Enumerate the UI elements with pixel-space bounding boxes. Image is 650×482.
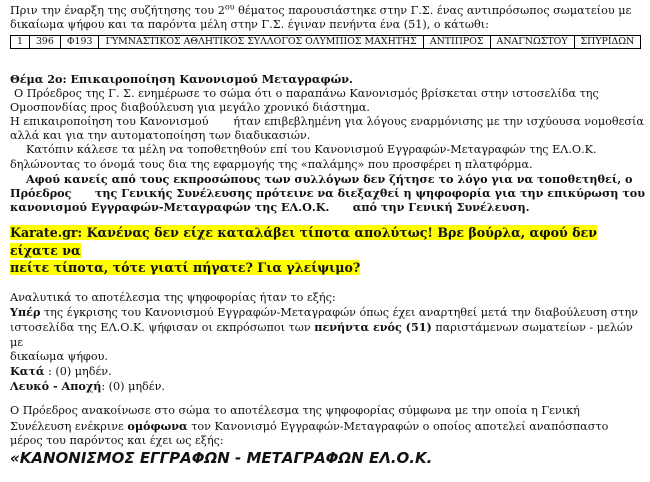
- table-cell-index: 1: [11, 36, 30, 49]
- topic-paragraph-1-line-1: O Πρόεδρος της Γ. Σ. ενημέρωσε το σώμα ότι ο παραπάνω Κανονισμός βρίσκεται στην ιστοσελίδα της: [14, 86, 599, 100]
- conclusion-text: Συνέλευση ενέκρινε: [10, 419, 128, 433]
- topic-paragraph-4-line-1: Αφού κανείς από τους εκπροσώπους των συλλόγων δεν ζήτησε το λόγο για να τοποθετηθεί, ο: [26, 171, 633, 186]
- intro-line-2: δικαίωμα ψήφου και τα παρόντα μέλη στην Γ.Σ. έγιναν πενήντα ένα (51), ο κάτωθι:: [10, 18, 489, 32]
- comment-line-1: Karate.gr: Κανένας δεν είχε καταλάβει τίποτα απολύτως! Βρε βούρλα, αφού δεν είχατε να: [10, 225, 597, 258]
- results-intro: Αναλυτικά το αποτέλεσμα της ψηφοφορίας ήταν το εξής:: [10, 290, 336, 304]
- results-for-text-3: παριστάμενων σωματείων - μελών με: [10, 321, 633, 349]
- document-page: [10, 2, 645, 467]
- results-for-count: πενήντα ενός (51): [314, 320, 432, 335]
- table-row: [11, 36, 641, 49]
- topic-paragraph-1-line-2: Ομοσπονδίας προς διαβούλευση για μεγάλο χρονικό διάστημα.: [10, 100, 370, 114]
- conclusion-text-2: τον Κανονισμό Εγγραφών-Μεταγραφών ο οποίος αποτελεί αναπόσπαστο: [187, 419, 609, 433]
- conclusion-line-1: Ο Πρόεδρος ανακοίνωσε στο σώμα το αποτέλεσμα της ψηφοφορίας σύμφωνα με την οποία η Γενική: [10, 404, 580, 418]
- ordinal-superscript: ου: [224, 2, 235, 12]
- member-record-table: [10, 35, 641, 49]
- results-blank-value: : (0) μηδέν.: [101, 380, 165, 394]
- table-cell-firstname: ΣΠΥΡΙΔΩΝ: [574, 36, 641, 49]
- results-blank: [10, 379, 640, 394]
- intro-text: Πριν την έναρξη της συζήτησης του 2: [10, 4, 225, 17]
- topic-paragraph-3-line-1: Κατόπιν κάλεσε τα μέλη να τοποθετηθούν επί του Κανονισμού Εγγραφών-Μεταγραφών της ΕΛ.Ο.Κ.: [26, 143, 597, 157]
- conclusion-unanimous: ομόφωνα: [127, 418, 188, 433]
- topic-paragraph-4-line-3: κανονισμού Εγγραφών-Μεταγραφών της ΕΛ.Ο.Κ. από την Γενική Συνέλευση.: [10, 200, 530, 215]
- table-cell-code: Φ193: [60, 36, 99, 49]
- results-for-line-1: [10, 305, 640, 320]
- conclusion-line-3: μέρος του παρόντος και έχει ως εξής:: [10, 433, 224, 447]
- results-for-text: της έγκρισης του Κανονισμού Εγγραφών-Μεταγραφών όπως έχει αναρτηθεί μετά την διαβούλευση στην: [40, 306, 638, 320]
- results-against-label: Κατά: [10, 363, 45, 378]
- intro-text-cont: θέματος παρουσιάστηκε στην Γ.Σ. ένας αντιπρόσωπος σωματείου με: [234, 4, 632, 17]
- results-for-line-2: [10, 320, 640, 349]
- topic-paragraph-3-line-2: δηλώνοντας το όνομά τους δια της εφαρμογής της «παλάμης» που προσφέρει η πλατφόρμα.: [10, 157, 533, 171]
- results-for-line-3: δικαίωμα ψήφου.: [10, 349, 108, 363]
- results-against: [10, 364, 640, 379]
- table-cell-number: 396: [29, 36, 60, 49]
- topic-paragraph-2-line-1: Η επικαιροποίηση του Κανονισμού ήταν επιβεβλημένη για λόγους εναρμόνισης με την ισχύουσα νομοθεσία: [10, 115, 644, 129]
- results-blank-label: Λευκό - Αποχή: [10, 379, 102, 394]
- table-cell-club-name: ΓΥΜΝΑΣΤΙΚΟΣ ΑΘΛΗΤΙΚΟΣ ΣΥΛΛΟΓΟΣ ΟΛΥΜΠΙΟΣ ΜΑΧΗΤΗΣ: [99, 36, 423, 49]
- topic-paragraph-2-line-2: αλλά και για την αυτοματοποίηση των διαδικασιών.: [10, 129, 311, 143]
- results-for-text-2: ιστοσελίδα της ΕΛ.Ο.Κ. ψήφισαν οι εκπρόσωποι των: [10, 321, 315, 335]
- regulation-title: «ΚΑΝΟΝΙΣΜΟΣ ΕΓΓΡΑΦΩΝ - ΜΕΤΑΓΡΑΦΩΝ ΕΛ.Ο.Κ.: [10, 448, 433, 467]
- comment-line-2: πείτε τίποτα, τότε γιατί πήγατε? Για γλείψιμο?: [10, 260, 361, 276]
- table-cell-surname: ΑΝΑΓΝΩΣΤΟΥ: [490, 36, 574, 49]
- table-cell-role: ΑΝΤΙΠΡΟΣ: [423, 36, 490, 49]
- conclusion-line-2: [10, 419, 640, 434]
- topic-paragraph-4-line-2: Πρόεδρος της Γενικής Συνέλευσης πρότεινε να διεξαχθεί η ψηφοφορία για την επικύρωση του: [10, 186, 645, 201]
- highlighted-comment: [10, 224, 640, 277]
- intro-line-1: [10, 4, 640, 18]
- topic-heading: Θέμα 2ο: Επικαιροποίηση Κανονισμού Μεταγραφών.: [10, 72, 353, 87]
- results-against-value: : (0) μηδέν.: [44, 364, 112, 378]
- results-for-label: Υπέρ: [10, 305, 41, 320]
